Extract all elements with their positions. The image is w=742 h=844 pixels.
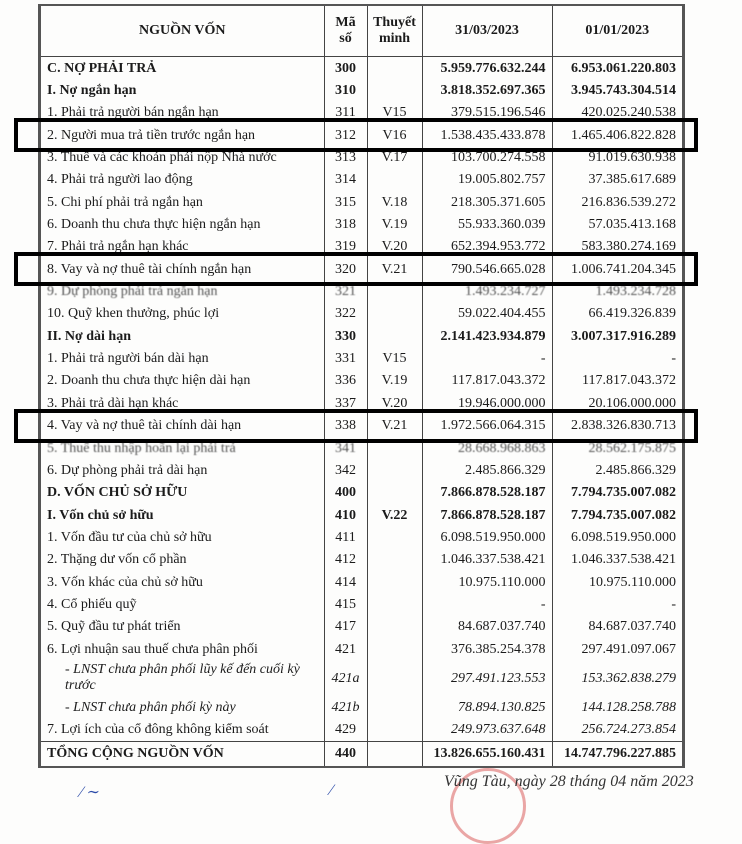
row-name: 6. Doanh thu chưa thực hiện ngắn hạn: [41, 213, 324, 235]
row-value-period-start: 3.945.743.304.514: [571, 83, 676, 99]
row-code: 337: [324, 392, 367, 414]
row-code: 414: [324, 571, 367, 593]
row-name: II. Nợ dài hạn: [41, 325, 324, 347]
row-name: 4. Vay và nợ thuê tài chính dài hạn: [41, 415, 324, 437]
row-name: 7. Lợi ích của cổ đông không kiểm soát: [41, 719, 324, 742]
row-name: TỔNG CỘNG NGUỒN VỐN: [41, 741, 324, 766]
row-note: V.20: [367, 392, 422, 414]
row-name: 5. Thuế thu nhập hoãn lại phải trả: [41, 437, 324, 459]
table-row: [41, 258, 682, 280]
row-note: V.22: [367, 504, 422, 526]
row-value-period-start: 91.019.630.938: [588, 150, 676, 166]
table-row: [41, 526, 682, 548]
table-row: [41, 571, 682, 593]
row-code: 336: [324, 370, 367, 392]
row-value-period-start: 6.098.519.950.000: [571, 529, 676, 545]
row-value-period-start: 28.562.175.875: [588, 440, 676, 456]
row-code: 320: [324, 258, 367, 280]
row-code: 440: [324, 741, 367, 766]
row-name: 8. Vay và nợ thuê tài chính ngắn hạn: [41, 258, 324, 280]
row-value-period-start: 1.465.406.822.828: [571, 127, 676, 143]
header-period-start: 01/01/2023: [552, 6, 682, 57]
row-name: 6. Dự phòng phải trả dài hạn: [41, 459, 324, 481]
table-row: [41, 370, 682, 392]
table-row: [41, 482, 682, 504]
row-note: [367, 459, 422, 481]
table-row: [41, 57, 682, 80]
row-name: 4. Cổ phiếu quỹ: [41, 593, 324, 615]
row-name: 7. Phải trả ngắn hạn khác: [41, 236, 324, 258]
row-value-period-start: 2.838.326.830.713: [571, 418, 676, 434]
row-code: 341: [324, 437, 367, 459]
row-name: 5. Chi phí phải trả ngắn hạn: [41, 191, 324, 213]
header-note-label: Thuyết minh: [373, 15, 416, 46]
row-name: 4. Phải trả người lao động: [41, 169, 324, 191]
row-value-period-end: 59.022.404.455: [422, 303, 552, 325]
row-value-period-start: 10.975.110.000: [589, 574, 676, 590]
table-row: [41, 347, 682, 369]
row-value-period-end: 55.933.360.039: [422, 213, 552, 235]
row-value-period-start: 3.007.317.916.289: [571, 328, 676, 344]
row-note: [367, 303, 422, 325]
row-value-period-end: 249.973.637.648: [422, 719, 552, 742]
row-value-period-start: 7.794.735.007.082: [571, 485, 676, 501]
row-value-period-start: -: [671, 351, 676, 367]
row-note: [367, 660, 422, 696]
row-name: 10. Quỹ khen thưởng, phúc lợi: [41, 303, 324, 325]
row-note: [367, 571, 422, 593]
row-value-period-start: 1.046.337.538.421: [571, 552, 676, 568]
row-value-period-end: 376.385.254.378: [422, 638, 552, 660]
row-value-period-start: 14.747.796.227.885: [552, 741, 682, 766]
table-row: [41, 741, 682, 766]
signature-accountant: ⁄: [330, 782, 333, 799]
table-row: [41, 303, 682, 325]
table-row: [41, 415, 682, 437]
row-code: 314: [324, 169, 367, 191]
balance-table: [41, 6, 682, 766]
row-value-period-start: 583.380.274.169: [581, 239, 676, 255]
row-value-period-start: 66.419.326.839: [588, 306, 676, 322]
header-period-end: 31/03/2023: [422, 6, 552, 57]
table-row: [41, 638, 682, 660]
table-row: [41, 169, 682, 191]
row-value-period-end: 117.817.043.372: [422, 370, 552, 392]
row-note: V.21: [367, 415, 422, 437]
row-value-period-start: 256.724.273.854: [581, 722, 676, 738]
row-name: 6. Lợi nhuận sau thuế chưa phân phối: [41, 638, 324, 660]
row-note: V.20: [367, 236, 422, 258]
row-note: [367, 526, 422, 548]
row-code: 342: [324, 459, 367, 481]
row-name: 3. Vốn khác của chủ sở hữu: [41, 571, 324, 593]
table-row: [41, 102, 682, 124]
row-code: 412: [324, 549, 367, 571]
row-value-period-end: -: [422, 347, 552, 369]
row-code: 313: [324, 146, 367, 168]
row-value-period-start: 1.493.234.728: [595, 284, 676, 300]
row-name: 3. Thuế và các khoản phải nộp Nhà nước: [41, 146, 324, 168]
row-note: V16: [367, 124, 422, 146]
row-code: 318: [324, 213, 367, 235]
row-name: - LNST chưa phân phối lũy kế đến cuối kỳ trước: [41, 660, 324, 696]
row-name: - LNST chưa phân phối kỳ này: [41, 696, 324, 718]
row-note: V.17: [367, 146, 422, 168]
row-code: 421b: [324, 696, 367, 718]
row-value-period-end: 5.959.776.632.244: [422, 57, 552, 80]
row-value-period-start: 1.006.741.204.345: [571, 261, 676, 277]
row-note: [367, 437, 422, 459]
row-name: I. Vốn chủ sở hữu: [41, 504, 324, 526]
row-value-period-end: 13.826.655.160.431: [422, 741, 552, 766]
row-name: 2. Thặng dư vốn cổ phần: [41, 549, 324, 571]
row-value-period-end: 297.491.123.553: [422, 660, 552, 696]
balance-sheet-liabilities-equity: [38, 4, 685, 768]
header-source-of-capital: NGUỒN VỐN: [41, 6, 324, 57]
row-note: [367, 482, 422, 504]
header-code: [324, 6, 367, 57]
row-note: [367, 741, 422, 766]
header-note: [367, 6, 422, 57]
row-value-period-start: 144.128.258.788: [581, 699, 676, 715]
table-row: [41, 146, 682, 168]
row-value-period-end: 218.305.371.605: [422, 191, 552, 213]
row-note: [367, 616, 422, 638]
row-value-period-end: 28.668.968.863: [422, 437, 552, 459]
row-value-period-start: 7.794.735.007.082: [571, 507, 676, 523]
table-row: [41, 719, 682, 742]
table-row: [41, 549, 682, 571]
row-value-period-start: 216.836.539.272: [581, 194, 676, 210]
row-value-period-end: 19.946.000.000: [422, 392, 552, 414]
table-header-row: [41, 6, 682, 57]
table-row: [41, 593, 682, 615]
row-code: 300: [324, 57, 367, 80]
row-name: D. VỐN CHỦ SỞ HỮU: [41, 482, 324, 504]
row-code: 331: [324, 347, 367, 369]
row-code: 330: [324, 325, 367, 347]
row-value-period-end: 379.515.196.546: [422, 102, 552, 124]
row-code: 322: [324, 303, 367, 325]
row-code: 311: [324, 102, 367, 124]
row-value-period-end: 3.818.352.697.365: [422, 79, 552, 101]
row-code: 312: [324, 124, 367, 146]
place-and-date: Vũng Tàu, ngày 28 tháng 04 năm 2023: [444, 773, 694, 790]
row-value-period-start: 57.035.413.168: [588, 217, 676, 233]
row-value-period-start: 6.953.061.220.803: [571, 60, 676, 76]
row-code: 319: [324, 236, 367, 258]
row-value-period-end: 10.975.110.000: [422, 571, 552, 593]
row-note: [367, 79, 422, 101]
row-name: 5. Quỹ đầu tư phát triển: [41, 616, 324, 638]
row-value-period-start: 117.817.043.372: [582, 373, 676, 389]
row-code: 410: [324, 504, 367, 526]
row-note: [367, 696, 422, 718]
row-code: 338: [324, 415, 367, 437]
row-value-period-start: 420.025.240.538: [581, 105, 676, 121]
row-note: [367, 280, 422, 302]
row-value-period-start: 20.106.000.000: [588, 395, 676, 411]
row-value-period-end: 1.972.566.064.315: [422, 415, 552, 437]
row-name: 3. Phải trả dài hạn khác: [41, 392, 324, 414]
row-name: 2. Người mua trả tiền trước ngắn hạn: [41, 124, 324, 146]
row-value-period-end: 1.046.337.538.421: [422, 549, 552, 571]
header-code-label: Mã số: [335, 15, 356, 46]
table-row: [41, 325, 682, 347]
row-note: [367, 57, 422, 80]
row-value-period-start: 153.362.838.279: [581, 670, 676, 686]
row-value-period-end: 7.866.878.528.187: [422, 482, 552, 504]
row-note: [367, 549, 422, 571]
row-code: 315: [324, 191, 367, 213]
row-value-period-end: 790.546.665.028: [422, 258, 552, 280]
row-value-period-end: 652.394.953.772: [422, 236, 552, 258]
row-value-period-end: 19.005.802.757: [422, 169, 552, 191]
row-code: 421a: [324, 660, 367, 696]
row-value-period-end: 84.687.037.740: [422, 616, 552, 638]
row-note: [367, 638, 422, 660]
row-name: C. NỢ PHẢI TRẢ: [41, 57, 324, 80]
row-code: 415: [324, 593, 367, 615]
row-code: 411: [324, 526, 367, 548]
row-code: 400: [324, 482, 367, 504]
table-row: [41, 124, 682, 146]
row-note: [367, 593, 422, 615]
row-value-period-end: 103.700.274.558: [422, 146, 552, 168]
row-note: V15: [367, 102, 422, 124]
row-note: [367, 719, 422, 742]
row-value-period-end: 1.538.435.433.878: [422, 124, 552, 146]
row-name: 1. Phải trả người bán ngắn hạn: [41, 102, 324, 124]
table-row: [41, 236, 682, 258]
row-name: 2. Doanh thu chưa thực hiện dài hạn: [41, 370, 324, 392]
row-note: V.21: [367, 258, 422, 280]
row-code: 417: [324, 616, 367, 638]
row-value-period-end: 1.493.234.727: [422, 280, 552, 302]
row-value-period-end: 7.866.878.528.187: [422, 504, 552, 526]
signature-preparer: ⁄ ∼: [80, 784, 101, 801]
table-row: [41, 696, 682, 718]
row-value-period-end: 2.485.866.329: [422, 459, 552, 481]
table-row: [41, 660, 682, 696]
row-value-period-end: -: [422, 593, 552, 615]
row-code: 429: [324, 719, 367, 742]
table-row: [41, 459, 682, 481]
row-code: 310: [324, 79, 367, 101]
row-value-period-start: 84.687.037.740: [588, 619, 676, 635]
row-code: 321: [324, 280, 367, 302]
row-name: 1. Phải trả người bán dài hạn: [41, 347, 324, 369]
table-row: [41, 437, 682, 459]
table-row: [41, 504, 682, 526]
table-row: [41, 392, 682, 414]
row-note: [367, 325, 422, 347]
row-value-period-start: 37.385.617.689: [588, 172, 676, 188]
row-name: 1. Vốn đầu tư của chủ sở hữu: [41, 526, 324, 548]
table-row: [41, 616, 682, 638]
row-note: V.19: [367, 213, 422, 235]
table-row: [41, 79, 682, 101]
row-value-period-start: -: [671, 596, 676, 612]
row-value-period-end: 6.098.519.950.000: [422, 526, 552, 548]
row-value-period-end: 78.894.130.825: [422, 696, 552, 718]
table-row: [41, 280, 682, 302]
table-row: [41, 213, 682, 235]
row-value-period-start: 297.491.097.067: [581, 641, 676, 657]
row-value-period-start: 2.485.866.329: [595, 462, 676, 478]
row-code: 421: [324, 638, 367, 660]
row-note: V.19: [367, 370, 422, 392]
row-value-period-end: 2.141.423.934.879: [422, 325, 552, 347]
row-name: 9. Dự phòng phải trả ngắn hạn: [41, 280, 324, 302]
row-note: V.18: [367, 191, 422, 213]
row-note: [367, 169, 422, 191]
table-row: [41, 191, 682, 213]
row-note: V15: [367, 347, 422, 369]
row-name: I. Nợ ngắn hạn: [41, 79, 324, 101]
